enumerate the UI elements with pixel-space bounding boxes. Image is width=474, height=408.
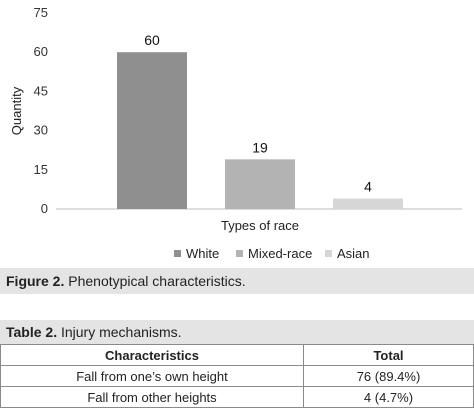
bar-white: [117, 52, 187, 209]
table-row: [1, 366, 474, 387]
table-caption: [0, 320, 474, 344]
legend-swatch: [174, 250, 181, 257]
bar-asian: [333, 199, 403, 209]
data-label: 4: [364, 178, 372, 195]
table-caption-text: Injury mechanisms.: [57, 324, 182, 340]
figure-caption: [0, 268, 474, 294]
x-axis-title: Types of race: [220, 218, 300, 233]
header-total: Total: [304, 345, 474, 366]
y-tick-label: 75: [33, 5, 48, 20]
legend-label: Asian: [337, 246, 370, 261]
injury-table: [0, 344, 474, 408]
data-label: 60: [144, 32, 160, 49]
table-cell-characteristic: Fall from one’s own height: [1, 366, 304, 387]
y-axis-title: Quantity: [9, 86, 24, 136]
y-tick-label: 0: [40, 201, 48, 216]
legend-label: White: [186, 246, 220, 261]
table-cell-characteristic: Fall from other heights: [1, 387, 304, 408]
table-cell-total: 76 (89.4%): [304, 366, 474, 387]
legend-label: Mixed-race: [248, 246, 313, 261]
table-header-row: [1, 345, 474, 366]
table-row: [1, 387, 474, 408]
data-label: 19: [252, 139, 268, 156]
table-label: Table 2.: [6, 324, 58, 340]
y-tick-label: 60: [33, 44, 48, 60]
figure-caption-text: Phenotypical characteristics.: [64, 273, 246, 289]
bar-mixed-race: [225, 159, 295, 209]
y-tick-label: 30: [33, 122, 48, 138]
header-characteristics: Characteristics: [1, 345, 304, 366]
y-tick-label: 15: [33, 161, 48, 177]
legend-swatch: [236, 250, 243, 257]
y-tick-label: 45: [33, 83, 48, 99]
figure-label: Figure 2.: [6, 273, 65, 289]
legend-swatch: [325, 250, 332, 257]
table-cell-total: 4 (4.7%): [304, 387, 474, 408]
